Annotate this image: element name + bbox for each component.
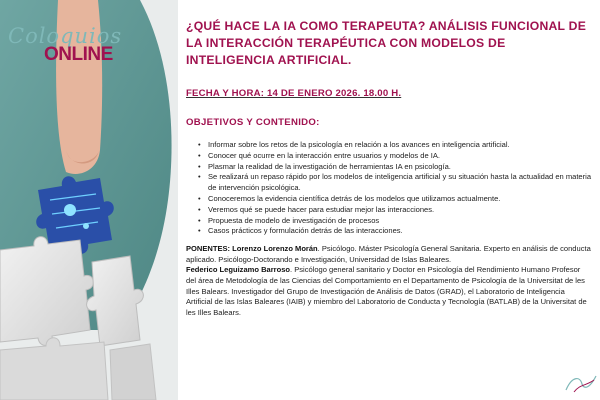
objective-item: • Informar sobre los retos de la psicología en relación a los avances en inteligencia artificial. [198,140,591,151]
speaker-2-name: Federico Leguizamo Barroso [186,265,291,275]
objective-item: • Casos prácticos y formulación detrás de las interacciones. [198,226,591,237]
logo-online-text: ONLINE [44,44,113,65]
puzzle-image [0,0,178,400]
objective-item: • Propuesta de modelo de investigación de procesos [198,216,591,227]
objectives-heading: OBJETIVOS Y CONTENIDO: [186,117,320,128]
speaker-1-bio: . Psicólogo. Máster Psicología General Sanitaria. Experto en análisis de conducta aplicado. Psicólogo-Doctorando e Investigación, Universidad de Islas Baleares. [186,244,591,264]
speaker-2-bio: . Psicólogo general sanitario y Doctor en Psicología del Rendimiento Humano Profesor del área de Metodología de las Ciencias del Comportamiento en el Departamento de Psicología de la Universitat de les Illes Balears. Investigador del Grupo de Investigación de Análisis de Datos (GRAD), el Laboratorio de Inteligencia Artificial de las Islas Baleares (IAIB) y miembro del Laboratorio de Conducta y Tecnología (BATLAB) de la Universitat de les Illes Balears. [186,265,587,317]
coloquios-online-logo [8,24,138,76]
speakers-section [186,244,591,318]
logo-script-text: Coloquios [8,24,123,48]
objective-item: • Veremos qué se puede hacer para estudiar mejor las interacciones. [198,205,591,216]
objectives-list [186,140,591,237]
objective-item: • Se realizará un repaso rápido por los modelos de inteligencia artificial y su situación hasta la actualidad en materia de intervención psicológica. [198,172,591,194]
event-date-time: FECHA Y HORA: 14 DE ENERO 2026. 18.00 H. [186,88,402,99]
objective-item: • Plasmar la realidad de la investigación de herramientas IA en psicología. [198,162,591,173]
decorative-swirl-icon [564,372,598,394]
main-content [186,18,591,318]
speakers-label: PONENTES: [186,244,233,254]
event-title: ¿QUÉ HACE LA IA COMO TERAPEUTA? ANÁLISIS FUNCIONAL DE LA INTERACCIÓN TERAPÉUTICA CON MODELOS DE INTELIGENCIA ARTIFICIAL. [186,19,587,67]
objective-item: • Conoceremos la evidencia científica detrás de los modelos que utilizamos actualmente. [198,194,591,205]
objective-item: • Conocer qué ocurre en la interacción entre usuarios y modelos de IA. [198,151,591,162]
speaker-1-name: Lorenzo Lorenzo Morán [232,244,318,254]
